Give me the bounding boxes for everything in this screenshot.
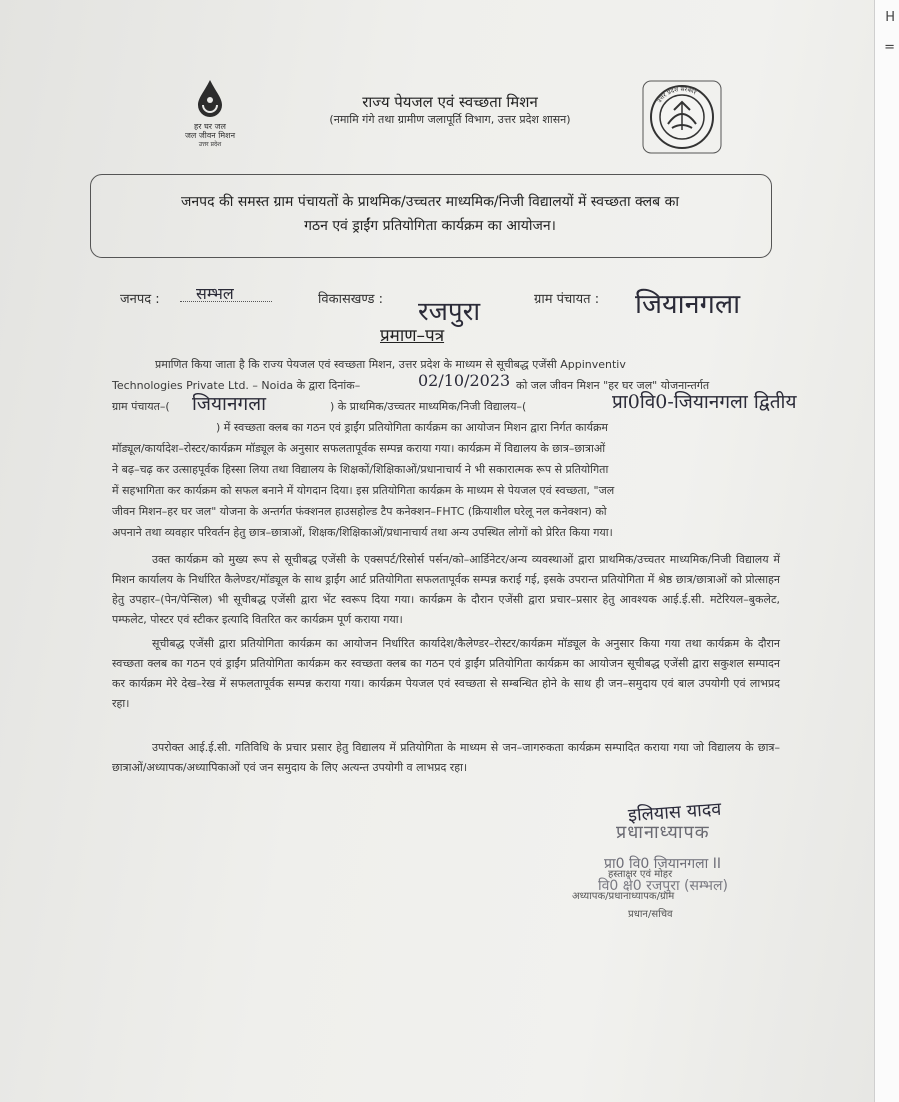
mission-subtitle: (नमामि गंगे तथा ग्रामीण जलापूर्ति विभाग, उत्तर प्रदेश शासन) [329, 113, 571, 126]
panchayat-value: जियानगला [635, 289, 741, 320]
water-drop-icon [194, 78, 226, 118]
body-line: मॉड्यूल/कार्यादेश–रोस्टर/कार्यक्रम मॉड्यूल के अनुसार सफलतापूर्वक सम्पन्न कराया गया। कार्यक्रम में विद्यालय के छात्र–छात्राओं [112, 442, 606, 455]
body-paragraph: सूचीबद्ध एजेंसी द्वारा प्रतियोगिता कार्यक्रम का आयोजन निर्धारित कार्यादेश/कैलेण्डर–रोस्टर/कार्यक्रम मॉड्यूल के अनुसार किया गया तथा कार्यक्रम के दौरान स्वच्छता क्लब का गठन एवं ड्राईंग प्रतियोगिता कार्यक्रम कर स्वच्छता क्लब का गठन एवं ड्राईंग प्रतियोगिता कार्यक्रम का आयोजन सूचीबद्ध एजेंसी द्वारा सकुशल सम्पादन कर कार्यक्रम मेरे देख–रेख में सफलतापूर्वक सम्पन्न कराया गया। कार्यक्रम पेयजल एवं स्वच्छता से सम्बन्धित होने के साथ ही जन–समुदाय एवं बाल उपयोगी एवं लाभप्रद रहा। [112, 637, 780, 710]
body-line: Technologies Private Ltd. – Noida के द्वारा दिनांक– [112, 379, 361, 392]
district-underline [180, 301, 272, 302]
body-line: ग्राम पंचायत–( [112, 400, 170, 413]
edge-mark: = [884, 40, 895, 55]
logo-text: हर घर जल [194, 122, 226, 131]
subject-text [100, 190, 760, 238]
panchayat-label: ग्राम पंचायत : [534, 292, 600, 307]
sign-label: हस्ताक्षर एवं मोहर [608, 869, 673, 880]
body-line: ) के प्राथमिक/उच्चतर माध्यमिक/निजी विद्यालय–( [330, 400, 527, 413]
body-line: में सहभागिता कर कार्यक्रम को सफल बनाने में योगदान दिया। इस प्रतियोगिता कार्यक्रम के माध्यम से पेयजल एवं स्वच्छता, "जल [112, 484, 615, 497]
subject-line: जनपद की समस्त ग्राम पंचायतों के प्राथमिक/उच्चतर माध्यमिक/निजी विद्यालयों में स्वच्छता क्लब का [181, 194, 679, 210]
body-paragraph: उपरोक्त आई.ई.सी. गतिविधि के प्रचार प्रसार हेतु विद्यालय में प्रतियोगिता के माध्यम से जन–जागरुकता कार्यक्रम सम्पादित कराया गया जो विद्यालय के छात्र–छात्राओं/अध्यापक/अध्यापिकाओं एवं जन समुदाय के लिए अत्यन्त उपयोगी व लाभप्रद रहा। [112, 741, 780, 774]
school-name-handwritten: प्रा0वि0-जियानगला द्वितीय [612, 391, 797, 413]
stamp-designation: प्रधानाध्यापक [616, 822, 710, 843]
up-government-seal-icon [642, 80, 722, 154]
edge-mark: H [885, 10, 895, 25]
designation-label-2: प्रधान/सचिव [628, 909, 673, 920]
designation-label: अध्यापक/प्रधानाध्यापक/ग्राम [572, 891, 675, 902]
block-value: रजपुरा [418, 297, 481, 327]
body-line: ने बढ़–चढ़ कर उत्साहपूर्वक हिस्सा लिया तथा विद्यालय के शिक्षकों/शिक्षिकाओं/प्रधानाचार्य ने भी सकारात्मक रूप से प्रतियोगिता [112, 463, 609, 476]
district-label: जनपद : [120, 292, 160, 307]
gram-panchayat-handwritten: जियानगला [192, 393, 267, 415]
jal-jeevan-mission-logo [180, 78, 240, 148]
seal-text: उत्तर प्रदेश सरकार [655, 85, 698, 105]
program-date: 02/10/2023 [418, 371, 511, 390]
logo-text: उत्तर प्रदेश [198, 141, 222, 148]
body-paragraph: उक्त कार्यक्रम को मुख्य रूप से सूचीबद्ध एजेंसी के एक्सपर्ट/रिसोर्स पर्सन/को–आर्डिनेटर/अन्य व्यवस्थाओं द्वारा प्राथमिक/उच्चतर माध्यमिक/निजी विद्यालय में मिशन कार्यालय के निर्धारित कैलेण्डर/मॉड्यूल के साथ ड्राईंग आर्ट प्रतियोगिता सफलतापूर्वक सम्पन्न कराई गई, इसके उपरान्त प्रतियोगिता में श्रेष्ठ छात्र/छात्राओं को प्रोत्साहन हेतु उपहार–(पेन/पेन्सिल) भी सूचीबद्ध एजेंसी द्वारा भेंट स्वरूप दिया गया। कार्यक्रम के दौरान एजेंसी द्वारा प्रचार–प्रसार हेतु आवश्यक आई.ई.सी. मटेरियल–बुकलेट, पम्फलेट, पोस्टर एवं स्टीकर इत्यादि वितरित कर कार्यक्रम पूर्ण कराया गया। [112, 553, 780, 626]
page-edge [874, 0, 899, 1102]
body-line: ) में स्वच्छता क्लब का गठन एवं ड्राईंग प्रतियोगिता कार्यक्रम का आयोजन मिशन द्वारा निर्गत कार्यक्रम [216, 421, 608, 434]
body-line: जीवन मिशन–हर घर जल" योजना के अन्तर्गत फंक्शनल हाउसहोल्ड टैप कनेक्शन–FHTC (क्रियाशील घरेलू नल कनेक्शन) को [112, 505, 607, 518]
body-line: अपनाने तथा व्यवहार परिवर्तन हेतु छात्र–छात्राओं, शिक्षक/शिक्षिकाओं/प्रधानाचार्य तथा अन्य उपस्थित लोगों को प्रेरित किया गया। [112, 526, 613, 539]
mission-title: राज्य पेयजल एवं स्वच्छता मिशन [362, 93, 538, 111]
district-value: सम्भल [196, 284, 234, 303]
stamp-block: वि0 क्षे0 रजपुरा (सम्भल) [598, 878, 728, 894]
block-label: विकासखण्ड : [318, 292, 384, 307]
logo-text: जल जीवन मिशन [184, 131, 236, 140]
subject-line: गठन एवं ड्राईंग प्रतियोगिता कार्यक्रम का आयोजन। [304, 218, 556, 234]
body-line: को जल जीवन मिशन "हर घर जल" योजनान्तर्गत [516, 379, 710, 392]
stamp-school: प्रा0 वि0 जियानगला II [604, 856, 721, 872]
handwritten-signature: इलियास यादव [627, 798, 723, 827]
body-line: प्रमाणित किया जाता है कि राज्य पेयजल एवं स्वच्छता मिशन, उत्तर प्रदेश के माध्यम से सूचीबद्ध एजेंसी Appinventiv [155, 358, 626, 371]
certificate-title: प्रमाण–पत्र [380, 326, 445, 346]
